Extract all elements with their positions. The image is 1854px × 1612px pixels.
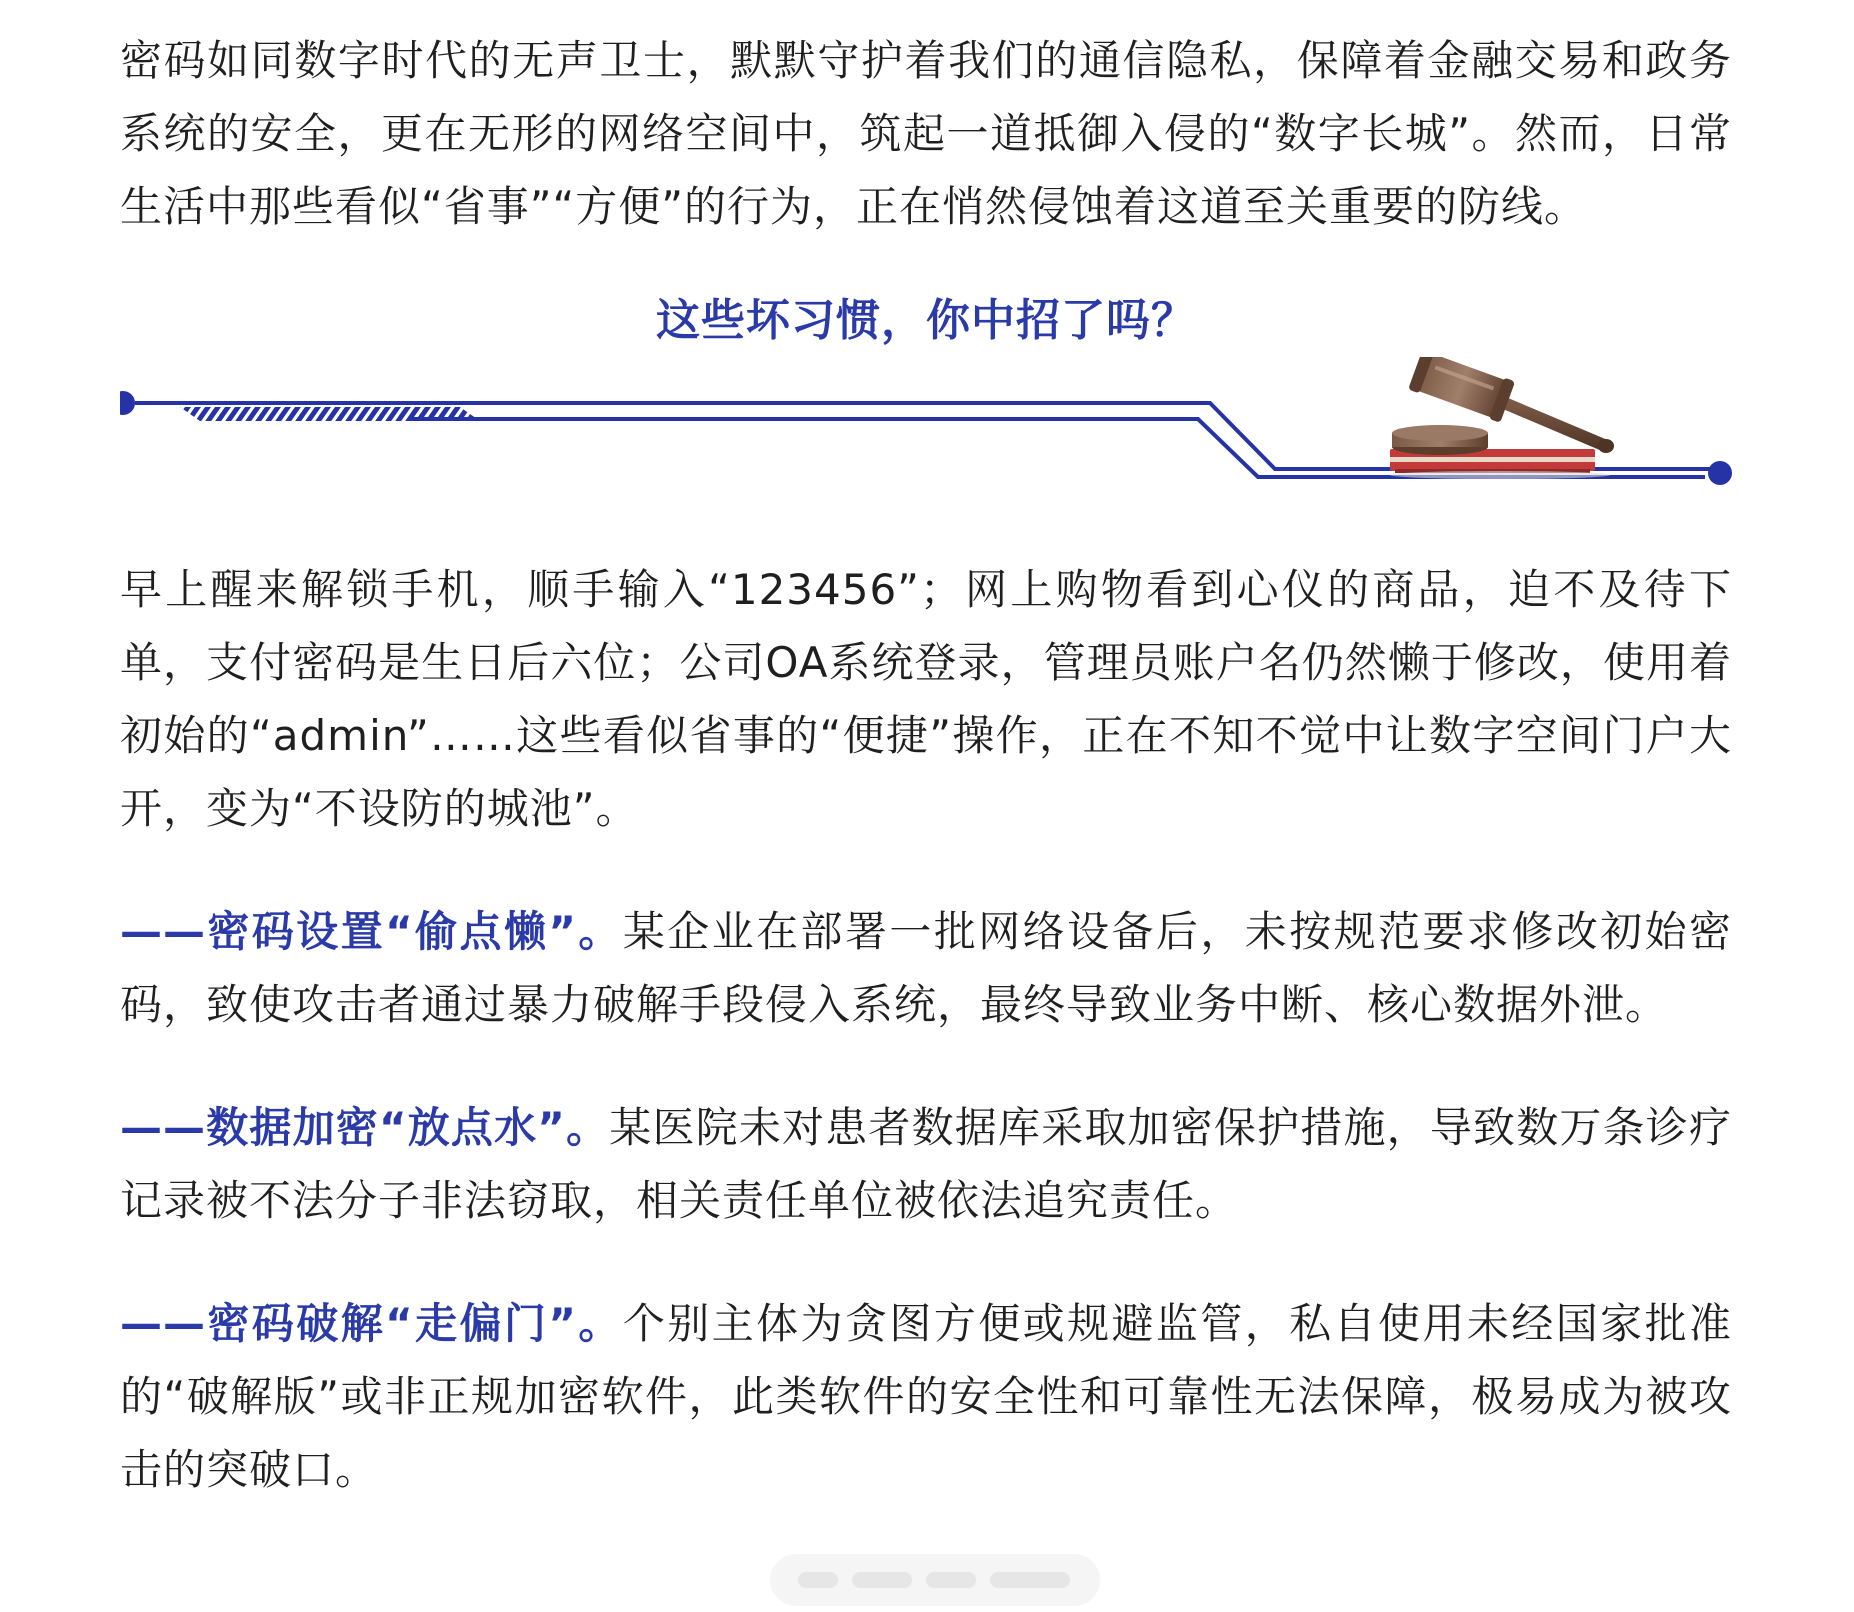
divider-dot-right <box>1708 461 1732 485</box>
divider-hatch <box>180 407 480 421</box>
intro-paragraph: 密码如同数字时代的无声卫士，默默守护着我们的通信隐私，保障着金融交易和政务系统的安全，更在无形的网络空间中，筑起一道抵御入侵的“数字长城”。然而，日常生活中那些看似“省事”“方便”的行为，正在悄然侵蚀着这道至关重要的防线。 <box>120 36 1732 231</box>
case-lead: ——密码破解“走偏门”。 <box>120 1299 623 1348</box>
case-paragraph-cracking <box>120 1287 1732 1506</box>
case-lead: ——密码设置“偷点懒”。 <box>120 907 623 956</box>
section-divider <box>120 357 1732 507</box>
case-text: 个别主体为贪图方便或规避监管，私自使用未经国家批准的“破解版”或非正规加密软件，此类软件的安全性和可靠性无法保障，极易成为被攻击的突破口。 <box>120 1299 1732 1494</box>
section-title: 这些坏习惯，你中招了吗？ <box>656 295 1196 346</box>
case-paragraph-encryption <box>120 1091 1732 1237</box>
article <box>120 24 1732 1506</box>
case-text: 某企业在部署一批网络设备后，未按规范要求修改初始密码，致使攻击者通过暴力破解手段侵入系统，最终导致业务中断、核心数据外泄。 <box>120 907 1732 1029</box>
gavel-icon <box>1390 357 1614 479</box>
case-text: 某医院未对患者数据库采取加密保护措施，导致数万条诊疗记录被不法分子非法窃取，相关责任单位被依法追究责任。 <box>120 1103 1732 1225</box>
case-paragraph-password <box>120 895 1732 1041</box>
habits-paragraph: 早上醒来解锁手机，顺手输入“123456”；网上购物看到心仪的商品，迫不及待下单，支付密码是生日后六位；公司OA系统登录，管理员账户名仍然懒于修改，使用着初始的“admin”……这些看似省事的“便捷”操作，正在不知不觉中让数字空间门户大开，变为“不设防的城池”。 <box>120 565 1732 833</box>
divider-dot-left <box>120 391 135 415</box>
case-lead: ——数据加密“放点水”。 <box>120 1103 610 1152</box>
watermark <box>770 1554 1100 1606</box>
